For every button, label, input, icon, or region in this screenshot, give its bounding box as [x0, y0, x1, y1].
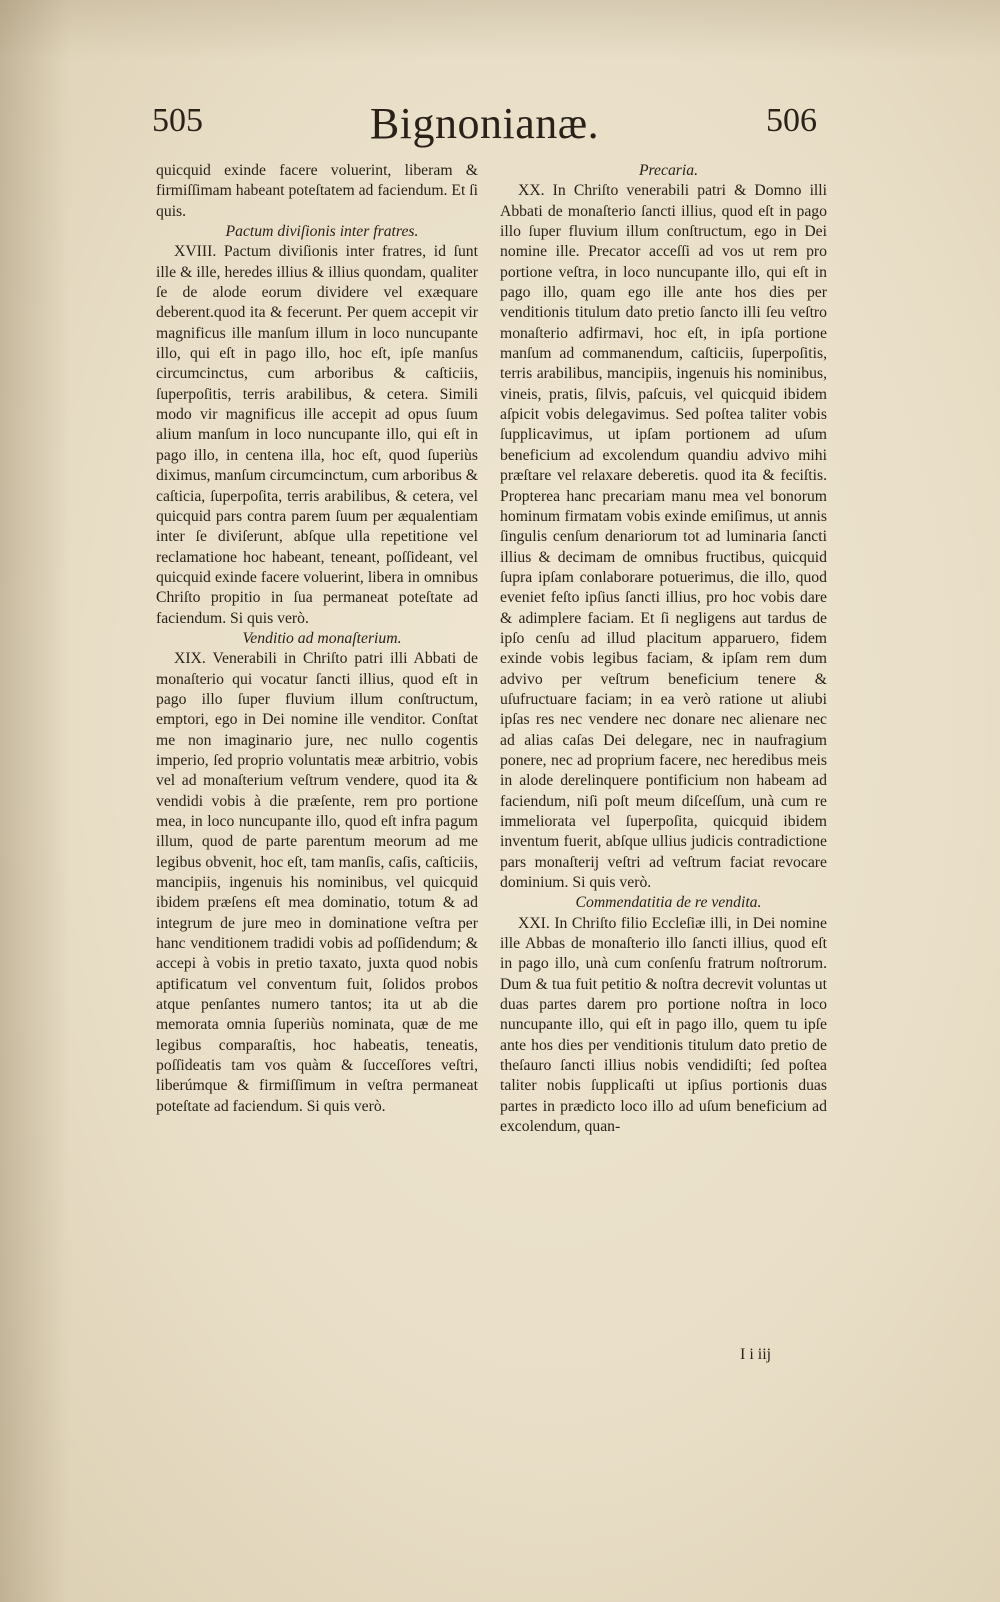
running-title: Bignonianæ.	[369, 99, 600, 148]
left-column	[156, 161, 478, 1117]
page-shadow-top	[0, 0, 1000, 60]
paragraph-xviii: XVIII. Pactum diviſionis inter fratres, id ſunt ille & ille, heredes illius & illius quondam, qualiter ſe de alode eorum dividere vel exæquare deberent.quod ita & fecerunt. Per quem accepit vir magnificus ille manſum illum in loco nuncupante illo, qui eſt in pago illo, hoc eſt, ipſe manſus circumcinctus, cum arboribus & caſticiis, ſuperpoſitis, terris arabilibus, & cetera. Simili modo vir magnificus ille accepit ad opus ſuum alium manſum in loco nuncupante illo, qui eſt in pago illo, in centena illa, hoc eſt, quod ſuperiùs diximus, manſum circumcinctum, cum arboribus & caſticia, ſuperpoſita, terris arabilibus, & cetera, vel quicquid pars contra parem ſuum per æqualentiam inter ſe diviſerunt, abſque ulla repetitione vel reclamatione hoc habeant, teneant, poſſideant, vel quicquid exinde facere voluerint, libera in omnibus Chriſto propitio in ſua permaneat poteſtate ad faciendum. Si quis verò.	[156, 243, 478, 627]
page-number-right: 506	[766, 102, 817, 139]
section-heading-text: Commendatitia de re vendita.	[575, 894, 762, 912]
paragraph-xx: XX. In Chriſto venerabili patri & Domno illi Abbati de monaſterio ſancti illius, quod eſt in pago illo ſuper fluvium illum conſtructum, ego in Dei nomine ille. Precator acceſſi ad vos ut rem pro portione veſtra, in loco nuncupante illo, qui eſt in pago illo, quam ego ille ante hos dies per venditionis titulum dato pretio ſancto illi ſeu veſtro monaſterio adfirmavi, hoc eſt, in ipſa portione manſum ad commanendum, caſticiis, ſuperpoſitis, terris arabilibus, mancipiis, ingenuis his nominibus, vineis, pratis, ſilvis, paſcuis, vel quicquid ibidem aſpicit vobis delegavimus. Sed poſtea taliter vobis ſupplicavimus, ut ipſam portionem ad uſum beneficium ad excolendum quandiu advivo mihi præſtare vel relaxare deberetis. quod ita & feciſtis. Propterea hanc precariam manu mea vel bonorum hominum firmatam vobis exinde emiſimus, ut annis ſingulis cenſum denariorum tot ad luminaria ſancti illius & decimam de omnibus fructibus, quicquid ſupra ipſam conlaborare potuerimus, die illo, quod eveniet feſto ipſius ſancti illius, pro hoc vobis dare & adimplere faciam. Et ſi negligens aut tardus de ipſo cenſu ad illud placitum apparuero, fidem exinde vobis legibus faciam, & ipſam rem dum advivo per veſtrum beneficium tenere & uſufructuare faciam; in ea verò ratione ut aliubi ipſas res nec vendere nec donare nec alienare nec ad alias caſas Dei delegare, nec in naufragium ponere, nec ad proprium facere, nec heredibus meis in alode derelinquere pontificium non habeam ad faciendum, niſi poſt meum diſceſſum, unà cum re immeliorata vel ſuperpoſita, quicquid ibidem inventum fuerit, abſque ullius judicis contradictione pars monaſterij veſtri ad veſtrum faciat revocare dominium. Si quis verò.	[500, 182, 827, 892]
page-shadow	[0, 0, 70, 1602]
section-heading	[500, 161, 827, 181]
paragraph-continuation: quicquid exinde facere voluerint, liberam & firmiſſimam habeant poteſtatem ad faciendum. Et ſi quis.	[156, 162, 478, 220]
page-number-left: 505	[152, 102, 203, 139]
section-heading	[156, 629, 478, 649]
right-column	[500, 161, 827, 1138]
section-heading	[156, 222, 478, 242]
section-heading-text: Precaria.	[638, 162, 699, 179]
paragraph-xix: XIX. Venerabili in Chriſto patri illi Abbati de monaſterio qui vocatur ſancti illius, quod eſt in pago illo ſuper fluvium illum conſtructum, emptori, ego in Dei nomine ille venditor. Conſtat me non imaginario jure, nec nullo cogentis imperio, ſed proprio voluntatis meæ arbitrio, vobis vel ad monaſterium veſtrum vendere, quod ita & vendidi vobis à die præſente, rem pro portione mea, in loco nuncupante illo, quod eſt infra pagum illum, quod de parte parentum meorum ad me legibus obvenit, hoc eſt, tam manſis, caſis, caſticiis, mancipiis, ingenuis his nominibus, vel quicquid ibidem præſens eſt mea dominatio, totum & ad integrum de jure meo in dominatione veſtra per hanc venditionem tradidi vobis ad poſſidendum; & accepi à vobis in pretio taxato, juxta quod nobis aptificatum vel conventum fuit, ſolidos probos atque penſantes numero tantos; ita ut ab die memorata omnia ſuperiùs nominata, quæ de me legibus comparaſtis, hoc habeatis, teneatis, poſſideatis tam vos quàm & ſucceſſores veſtri, liberúmque & firmiſſimum in veſtra permaneat poteſtate ad faciendum. Si quis verò.	[156, 650, 478, 1115]
section-heading	[500, 893, 827, 913]
paragraph-xxi: XXI. In Chriſto filio Eccleſiæ illi, in Dei nomine ille Abbas de monaſterio illo ſancti illius, quod eſt in pago illo, unà cum conſenſu fratrum noſtrorum. Dum & tua fuit petitio & noſtra decrevit voluntas ut duas partes darem pro portione noſtra in loco nuncupante illo, qui eſt in pago illo, quem tu ipſe ante hos dies per venditionis titulum dato pretio de theſauro ſancti illius nobis vendidiſti; ſed poſtea taliter nobis ſupplicaſti ut ipſius portionis duas partes in prædicto loco illo ad uſum beneficium ad excolendum, quan-	[500, 914, 827, 1136]
running-header	[152, 99, 817, 158]
signature-mark: I i iij	[740, 1346, 772, 1363]
section-heading-text: Venditio ad monaſterium.	[242, 629, 402, 647]
section-heading-text: Pactum diviſionis inter fratres.	[225, 223, 419, 241]
